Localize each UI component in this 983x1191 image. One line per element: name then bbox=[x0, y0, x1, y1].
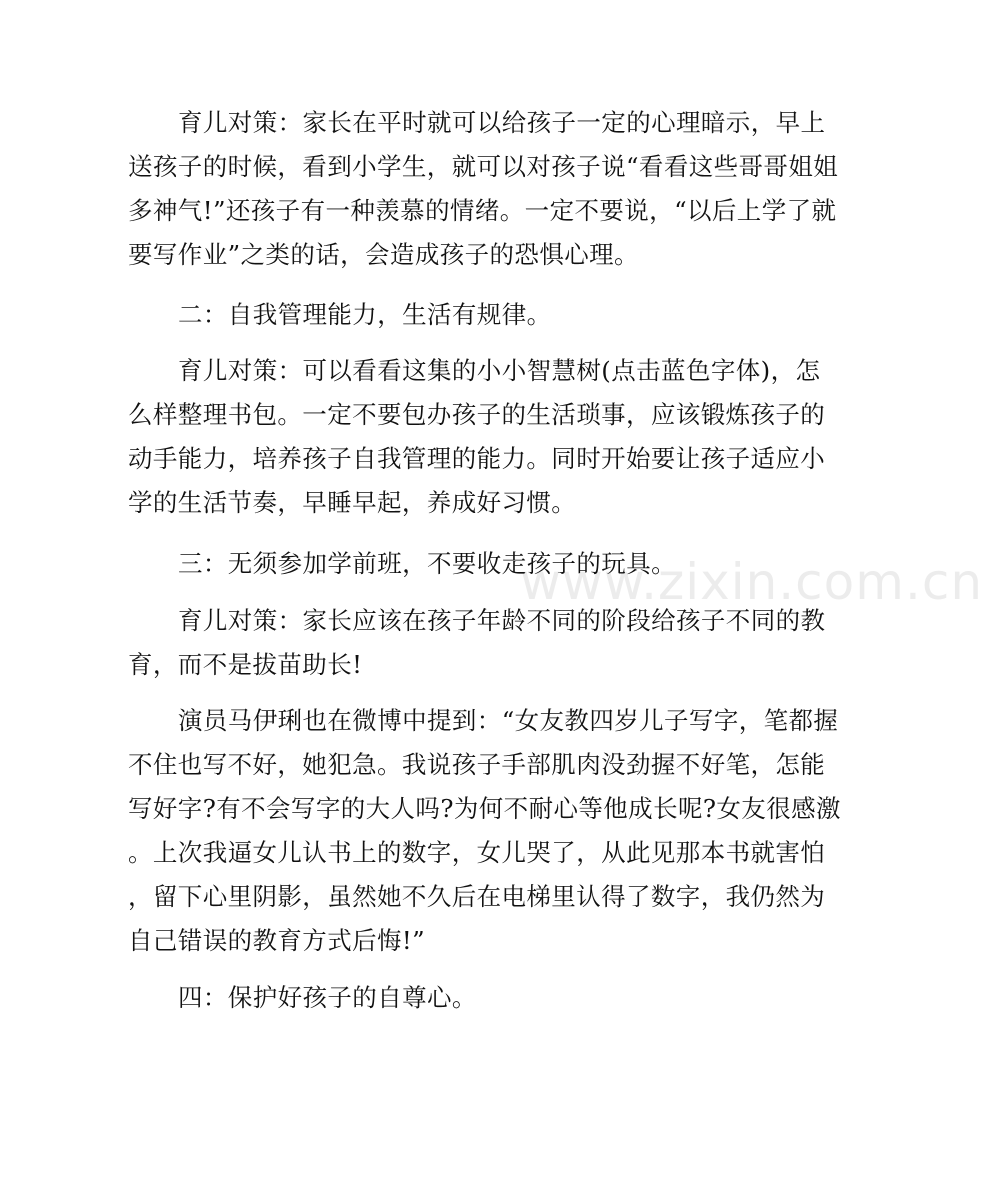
text-line: 动手能力，培养孩子自我管理的能力。同时开始要让孩子适应小 bbox=[128, 444, 826, 473]
text-line: 么样整理书包。一定不要包办孩子的生活琐事，应该锻炼孩子的 bbox=[128, 400, 826, 429]
text-line: 三：无须参加学前班，不要收走孩子的玩具。 bbox=[178, 549, 676, 578]
text-line: 育儿对策：可以看看这集的小小智慧树(点击蓝色字体)，怎 bbox=[178, 356, 821, 385]
text-line: 自己错误的教育方式后悔!” bbox=[128, 926, 426, 955]
text-line: 写好字?有不会写字的大人吗?为何不耐心等他成长呢?女友很感激 bbox=[128, 794, 841, 823]
text-line: 四：保护好孩子的自尊心。 bbox=[178, 983, 477, 1012]
text-line: ，留下心里阴影，虽然她不久后在电梯里认得了数字，我仍然为 bbox=[128, 882, 826, 911]
text-line: 。上次我逼女儿认书上的数字，女儿哭了，从此见那本书就害怕 bbox=[128, 838, 826, 867]
watermark: www.zixin.com.cn bbox=[520, 553, 983, 611]
text-line: 演员马伊琍也在微博中提到：“女友教四岁儿子写字，笔都握 bbox=[178, 706, 839, 735]
text-line: 送孩子的时候，看到小学生，就可以对孩子说“看看这些哥哥姐姐 bbox=[128, 152, 839, 181]
text-line: 育儿对策：家长应该在孩子年龄不同的阶段给孩子不同的教 bbox=[178, 606, 826, 635]
text-line: 二：自我管理能力，生活有规律。 bbox=[178, 300, 552, 329]
text-line: 学的生活节奏，早睡早起，养成好习惯。 bbox=[128, 488, 577, 517]
text-line: 不住也写不好，她犯急。我说孩子手部肌肉没劲握不好笔，怎能 bbox=[128, 750, 826, 779]
text-line: 育，而不是拔苗助长! bbox=[128, 650, 363, 679]
text-line: 多神气!”还孩子有一种羡慕的情绪。一定不要说，“以后上学了就 bbox=[128, 196, 837, 225]
text-line: 育儿对策：家长在平时就可以给孩子一定的心理暗示，早上 bbox=[178, 108, 826, 137]
text-line: 要写作业”之类的话，会造成孩子的恐惧心理。 bbox=[128, 240, 639, 269]
